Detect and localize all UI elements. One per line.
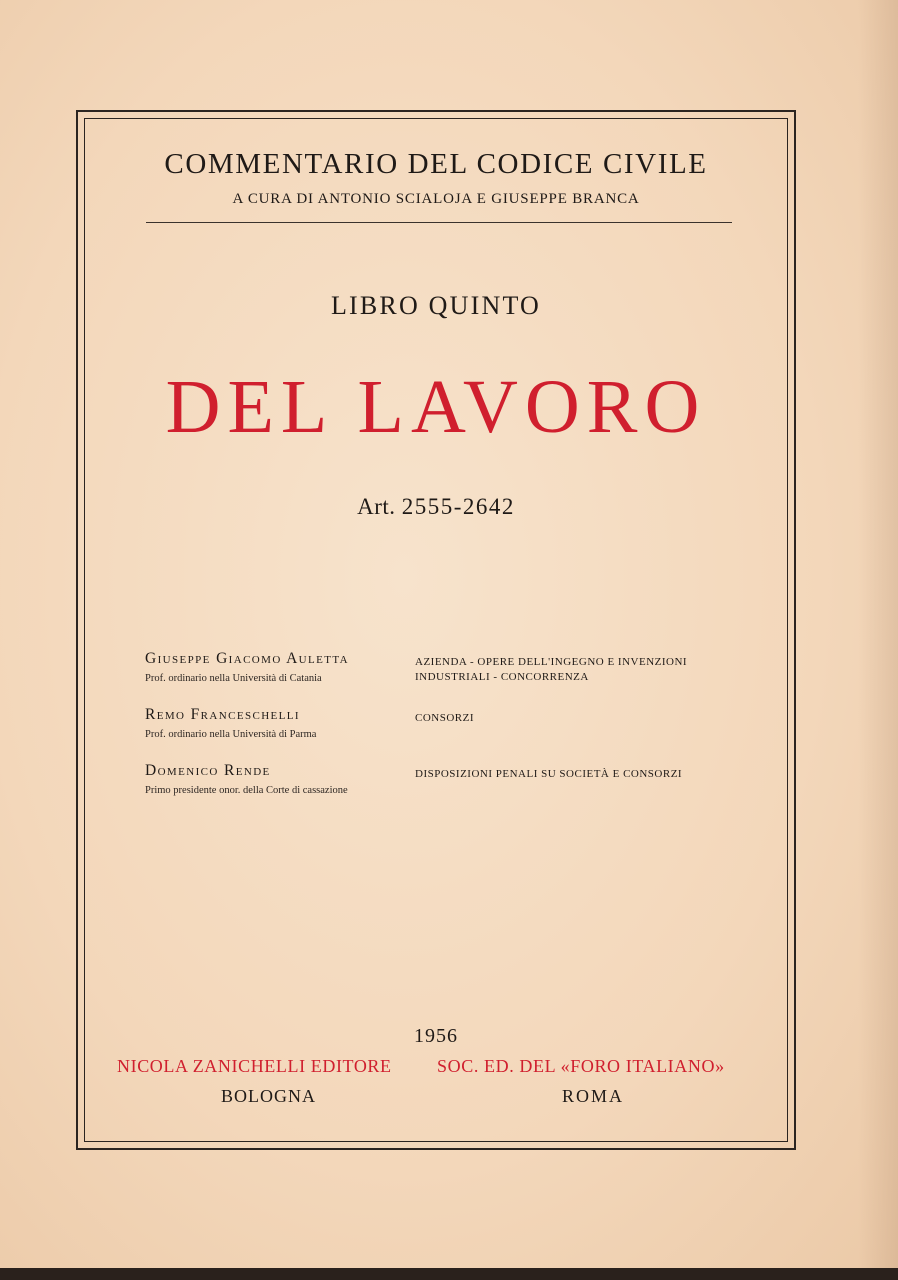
author-name: Giuseppe Giacomo Auletta bbox=[145, 650, 349, 667]
author-topic-line: DISPOSIZIONI PENALI SU SOCIETÀ E CONSORZI bbox=[415, 768, 683, 780]
bottom-dark-strip bbox=[0, 1268, 898, 1280]
publisher-right: SOC. ED. DEL «FORO ITALIANO» bbox=[437, 1056, 725, 1076]
publishers-line bbox=[84, 1056, 788, 1080]
author-topic-line: INDUSTRIALI - CONCORRENZA bbox=[415, 671, 589, 683]
author-topic-line: CONSORZI bbox=[415, 712, 475, 724]
book-label: LIBRO QUINTO bbox=[330, 291, 542, 320]
articles-numbers: 2555-2642 bbox=[401, 494, 515, 519]
author-affiliation: Prof. ordinario nella Università di Parma bbox=[145, 729, 317, 740]
page-edge-shadow bbox=[858, 0, 898, 1280]
author-topic bbox=[415, 711, 745, 726]
articles-range bbox=[84, 494, 788, 520]
publication-year: 1956 bbox=[414, 1025, 458, 1047]
series-editors: A CURA DI ANTONIO SCIALOJA E GIUSEPPE BRANCA bbox=[232, 191, 640, 207]
author-topic bbox=[415, 767, 745, 782]
author-topic bbox=[415, 655, 745, 685]
author-row bbox=[145, 762, 745, 818]
book-title: DEL LAVORO bbox=[165, 365, 707, 449]
author-name: Remo Franceschelli bbox=[145, 706, 300, 723]
city-right: ROMA bbox=[562, 1086, 625, 1106]
city-left: BOLOGNA bbox=[221, 1086, 316, 1106]
series-title: COMMENTARIO DEL CODICE CIVILE bbox=[164, 148, 708, 180]
author-name: Domenico Rende bbox=[145, 762, 271, 779]
header-rule-divider bbox=[146, 222, 732, 223]
author-row bbox=[145, 650, 745, 706]
author-affiliation: Prof. ordinario nella Università di Catania bbox=[145, 673, 322, 684]
author-row bbox=[145, 706, 745, 762]
inner-border-frame bbox=[84, 118, 788, 1142]
publisher-left: NICOLA ZANICHELLI EDITORE bbox=[117, 1056, 392, 1076]
articles-prefix: Art. bbox=[357, 494, 396, 519]
author-topic-line: AZIENDA - OPERE DELL'INGEGNO E INVENZIONI bbox=[415, 656, 688, 668]
authors-list bbox=[145, 650, 745, 818]
author-affiliation: Primo presidente onor. della Corte di cassazione bbox=[145, 785, 348, 796]
